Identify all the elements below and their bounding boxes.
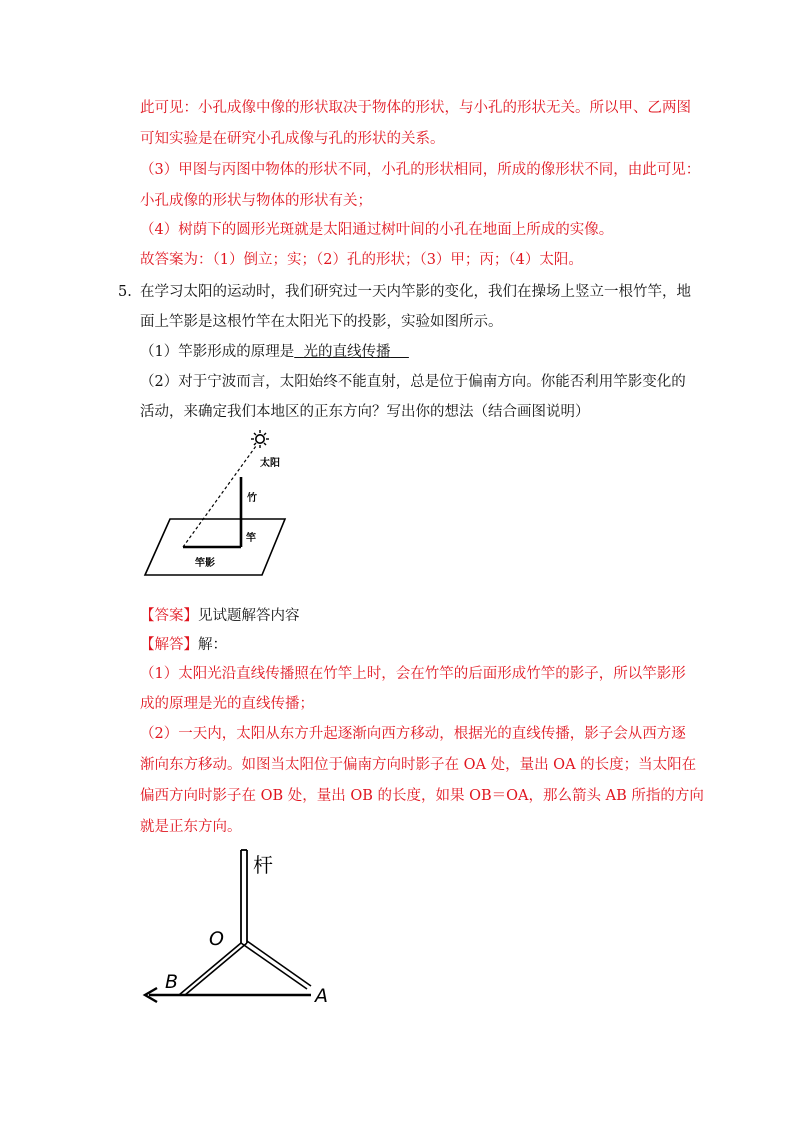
label-b: B	[165, 971, 179, 993]
prev-answer-line-3: （3）甲图与丙图中物体的形状不同，小孔的形状相同，所成的像形状不同，由此可见：	[140, 162, 701, 178]
label-a: A	[315, 985, 328, 1007]
answer-2-line-2: 渐向东方移动。如图当太阳位于偏南方向时影子在 OA 处，量出 OA 的长度；当太阳在	[140, 757, 697, 773]
label-o: O	[209, 928, 224, 950]
jieda-text: 解：	[198, 637, 227, 653]
jieda-tag: 【解答】	[140, 637, 198, 653]
question-part-1	[140, 342, 409, 362]
shadow-oa-edge-2	[247, 941, 311, 986]
pole-label: 杆	[253, 853, 273, 877]
question-part-2-line-2: 活动，来确定我们本地区的正东方向？写出你的想法（结合画图说明）	[140, 404, 590, 420]
part-1-prefix: （1）竿影形成的原理是	[140, 344, 295, 360]
answer-tag: 【答案】	[140, 608, 198, 624]
pole-shadow-figure	[140, 425, 300, 585]
sun-label: 太阳	[260, 458, 280, 469]
shadow-ob-edge-1	[179, 943, 241, 995]
answer-2-line-1: （2）一天内，太阳从东方升起逐渐向西方移动，根据光的直线传播，影子会从西方逐	[140, 726, 686, 742]
part-1-answer: 光的直线传播	[303, 344, 391, 360]
jieda-row	[140, 635, 227, 655]
prev-answer-line-2: 可知实验是在研究小孔成像与孔的形状的关系。	[140, 131, 445, 147]
prev-answer-line-6: 故答案为：（1）倒立；实；（2）孔的形状；（3）甲；丙；（4）太阳。	[140, 252, 583, 268]
shadow-direction-figure	[135, 845, 335, 1015]
shadow-oa-edge-1	[241, 943, 307, 989]
answer-2-line-4: 就是正东方向。	[140, 819, 242, 835]
question-line-2: 面上竿影是这根竹竿在太阳光下的投影，实验如图所示。	[140, 314, 503, 330]
answer-row	[140, 606, 300, 626]
shadow-ob-edge-2	[185, 943, 247, 995]
sun-icon	[251, 430, 269, 448]
shadow-label: 竿影	[195, 558, 215, 569]
prev-answer-line-1: 此可见：小孔成像中像的形状取决于物体的形状，与小孔的形状无关。所以甲、乙两图	[140, 100, 691, 116]
pole-label-zhu: 竹	[247, 493, 257, 504]
prev-answer-line-4: 小孔成像的形状与物体的形状有关；	[140, 193, 372, 209]
question-number: 5.	[118, 284, 132, 300]
question-part-2-line-1: （2）对于宁波而言，太阳始终不能直射，总是位于偏南方向。你能否利用竿影变化的	[140, 374, 686, 390]
answer-2-line-3: 偏西方向时影子在 OB 处，量出 OB 的长度，如果 OB＝OA，那么箭头 AB 所指的方向	[140, 788, 704, 804]
answer-1-line-1: （1）太阳光沿直线传播照在竹竿上时，会在竹竿的后面形成竹竿的影子，所以竿影形	[140, 666, 686, 682]
question-line-1: 在学习太阳的运动时，我们研究过一天内竿影的变化，我们在操场上竖立一根竹竿，地	[140, 284, 691, 300]
sun-ray	[183, 446, 256, 547]
pole-label-gan: 竿	[246, 533, 256, 544]
answer-text: 见试题解答内容	[198, 608, 300, 624]
answer-1-line-2: 成的原理是光的直线传播；	[140, 696, 314, 712]
prev-answer-line-5: （4）树荫下的圆形光斑就是太阳通过树叶间的小孔在地面上所成的实像。	[140, 222, 614, 238]
